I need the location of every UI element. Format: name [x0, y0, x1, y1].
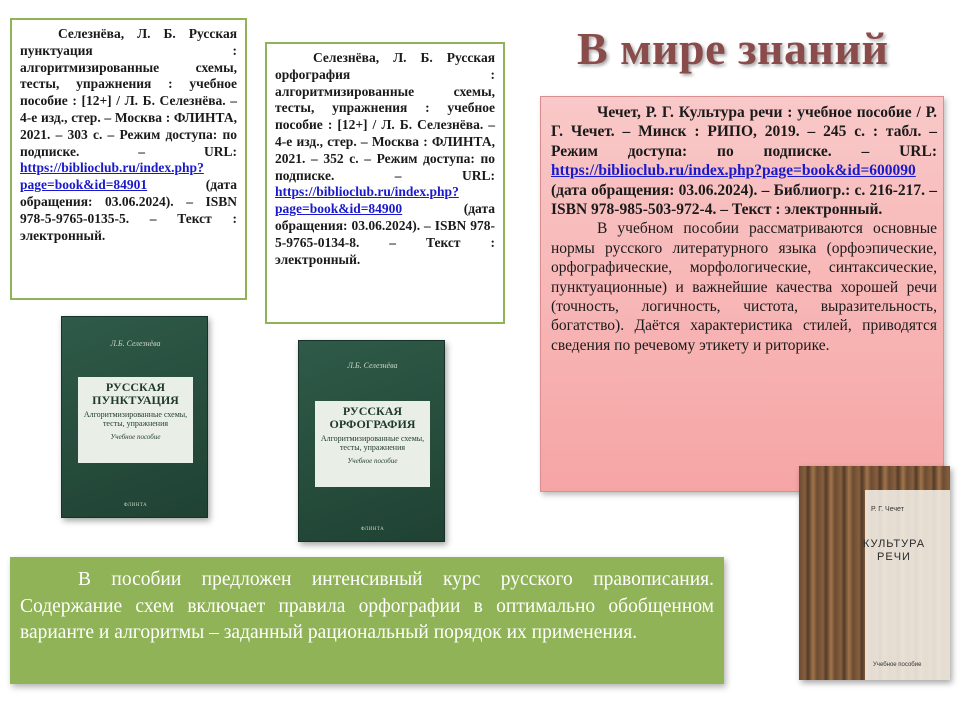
book-subtitle: Алгоритмизированные схемы, тесты, упражнения	[320, 434, 425, 452]
book-author: Л.Б. Селезнёва	[110, 339, 161, 348]
book-type: Учебное пособие	[347, 457, 398, 465]
book-subtitle: Алгоритмизированные схемы, тесты, упражнения	[83, 410, 188, 428]
book-link[interactable]: https://biblioclub.ru/index.php?page=book&id=84901	[20, 160, 204, 193]
bibliography-text: Чечет, Р. Г. Культура речи : учебное пособие / Р. Г. Чечет. – Минск : РИПО, 2019. – 245 с. : табл. – Режим доступа: по подписке. – URL: https://biblioclub.ru/index.php?page=book&id=600090 (дата обращения: 03.06.2024). – Библиогр.: с. 216-217. – ISBN 978-985-503-972-4. – Текст : электронный.	[551, 104, 937, 219]
book-type: Учебное пособие	[110, 433, 161, 441]
book-author: Л.Б. Селезнёва	[347, 361, 398, 370]
summary-text: В пособии предложен интенсивный курс русского правописания. Содержание схем включает правила орфографии в оптимально обобщенном варианте и алгоритмы – заданный рациональный порядок их применения.	[20, 569, 714, 643]
book-cover-punctuation	[61, 316, 208, 518]
book-publisher: ФЛИНТА	[360, 527, 385, 532]
book-link[interactable]: https://biblioclub.ru/index.php?page=book&id=84900	[275, 184, 459, 217]
book-title: КУЛЬТУРА РЕЧИ	[862, 538, 926, 563]
book-title-label	[315, 401, 430, 487]
bibliography-card-punctuation	[10, 18, 247, 300]
book-author: Р. Г. Чечет	[871, 506, 904, 513]
book-summary	[10, 557, 724, 684]
book-publisher: ФЛИНТА	[123, 503, 148, 508]
bibliography-text: Селезнёва, Л. Б. Русская пунктуация : алгоритмизированные схемы, тесты, упражнения : учебное пособие : [12+] / Л. Б. Селезнёва. – 4-е изд., стер. – Москва : ФЛИНТА, 2021. – 303 с. – Режим доступа: по подписке. – URL: https://biblioclub.ru/index.php?page=book&id=84901 (дата обращения: 03.06.2024). – ISBN 978-5-9765-0135-5. – Текст : электронный.	[20, 26, 237, 243]
book-title: РУССКАЯ ОРФОГРАФИЯ	[329, 404, 416, 431]
cover-overlay	[865, 490, 950, 680]
book-annotation: В учебном пособии рассматриваются основные нормы русского литературного языка (орфоэпические, орфографические, морфологические, синтаксические, пунктуационные) и важнейшие качества хорошей речи (точность, логичность, чистота, выразительность, богатство). Даётся характеристика стилей, приводятся сведения по речевому этикету и риторике.	[551, 220, 937, 354]
page-title: В мире знаний	[577, 23, 889, 74]
book-cover-orthography	[298, 340, 445, 542]
bibliography-text: Селезнёва, Л. Б. Русская орфография : алгоритмизированные схемы, тесты, упражнения : учебное пособие : [12+] / Л. Б. Селезнёва. – 4-е изд., стер. – Москва : ФЛИНТА, 2021. – 352 с. – Режим доступа: по подписке. – URL: https://biblioclub.ru/index.php?page=book&id=84900 (дата обращения: 03.06.2024). – ISBN 978-5-9765-0134-8. – Текст : электронный.	[275, 50, 495, 267]
book-title-label	[78, 377, 193, 463]
bibliography-card-speech-culture	[540, 96, 944, 492]
book-title: РУССКАЯ ПУНКТУАЦИЯ	[92, 380, 179, 407]
bibliography-card-orthography	[265, 42, 505, 324]
book-link[interactable]: https://biblioclub.ru/index.php?page=book&id=600090	[551, 162, 916, 180]
book-cover-speech-culture	[799, 466, 950, 680]
book-type: Учебное пособие	[873, 662, 922, 668]
